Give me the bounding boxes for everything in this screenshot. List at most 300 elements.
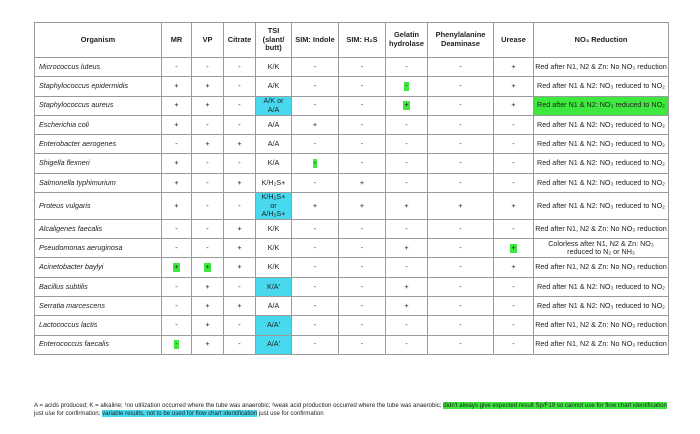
organism-name: Shigella flexneri [35,154,162,173]
result-value: - [175,339,178,349]
result-value: - [206,158,209,168]
result-value: + [174,158,179,168]
result-value: - [313,243,317,252]
no3-reduction-cell: Red after N1, N2 & Zn: No NO₃ reduction [534,335,669,354]
no3-reduction-cell: Red after N1 & N2: NO₃ reduced to NO₂ [534,277,669,296]
result-cell [224,154,256,173]
result-cell [192,335,224,354]
result-value: - [238,320,241,330]
table-row [35,193,669,220]
result-cell [386,193,428,220]
result-cell [162,193,192,220]
result-cell [339,58,386,77]
table-header [35,23,669,58]
result-value: - [512,281,515,291]
result-value: + [404,281,409,291]
result-cell [256,316,292,335]
no3-reduction-cell: Red after N1 & N2: NO₃ reduced to NO₂ [534,154,669,173]
no3-reduction-cell: Red after N1 & N2: NO₃ reduced to NO₂ [534,297,669,316]
result-value: + [237,177,242,187]
result-cell [339,239,386,258]
result-cell [224,297,256,316]
result-value: - [313,223,317,233]
result-cell [292,297,339,316]
result-cell [192,316,224,335]
result-cell [339,115,386,134]
result-value: - [360,320,364,330]
result-cell [494,239,534,258]
result-cell [192,58,224,77]
result-cell [494,96,534,115]
result-cell [224,96,256,115]
result-value: - [459,223,462,233]
organism-name: Micrococcus luteus [35,58,162,77]
result-value: A/A [267,300,280,310]
no3-reduction-cell: Red after N1 & N2: NO₃ reduced to NO₂ [534,135,669,154]
result-value: - [238,119,241,129]
result-cell [162,77,192,96]
result-cell [162,219,192,238]
organism-name: Serratia marcescens [35,297,162,316]
result-cell [224,173,256,192]
result-value: - [512,223,515,233]
result-cell [339,193,386,220]
result-value: - [459,320,462,330]
result-value: K/K [267,223,280,233]
result-value: - [512,320,515,330]
result-value: - [459,300,462,310]
result-value: + [237,262,242,272]
table-body [35,58,669,355]
result-value: - [313,300,317,310]
result-cell [386,335,428,354]
result-cell [292,258,339,277]
result-value: - [405,262,408,272]
result-cell [428,58,494,77]
result-value: - [360,139,364,149]
organism-name: Bacillus subtilis [35,277,162,296]
result-cell [224,193,256,220]
result-cell [386,297,428,316]
result-value: - [238,339,241,349]
result-value: + [237,300,242,310]
result-cell [256,193,292,220]
organism-name: Escherichia coli [35,115,162,134]
result-value: - [313,139,317,149]
result-cell [224,316,256,335]
result-cell [386,96,428,115]
biochemical-results-table [34,22,669,355]
table-row [35,239,669,258]
result-value: - [175,243,178,252]
result-cell [386,135,428,154]
result-cell [224,115,256,134]
result-value: - [175,223,178,233]
organism-name: Enterobacter aerogenes [35,135,162,154]
result-cell [256,239,292,258]
result-value: + [404,200,409,210]
result-cell [224,335,256,354]
result-cell [162,154,192,173]
result-value: + [174,262,179,272]
table-row [35,58,669,77]
result-cell [292,193,339,220]
results-table-container [34,22,668,355]
result-cell [428,335,494,354]
result-cell [292,115,339,134]
result-cell [428,277,494,296]
column-header: VP [192,23,224,58]
result-value: - [405,320,408,330]
result-cell [339,297,386,316]
result-cell [339,135,386,154]
result-cell [192,219,224,238]
result-cell [192,193,224,220]
column-header: Gelatin hydrolase [386,23,428,58]
result-cell [256,335,292,354]
result-value: A/A' [267,339,280,349]
result-cell [292,96,339,115]
result-value: - [512,300,515,310]
result-cell [162,96,192,115]
result-value: - [206,177,209,187]
result-cell [339,258,386,277]
result-value: - [313,320,317,330]
result-value: - [313,177,317,187]
result-value: + [205,339,210,349]
result-cell [292,135,339,154]
result-value: A/K or A/A [263,96,284,114]
table-row [35,258,669,277]
result-value: - [459,177,462,187]
result-cell [428,193,494,220]
column-header: Organism [35,23,162,58]
result-cell [224,135,256,154]
result-cell [292,277,339,296]
result-value: + [404,300,409,310]
table-row [35,135,669,154]
result-cell [339,316,386,335]
result-value: + [205,81,210,91]
result-value: - [459,81,462,91]
table-row [35,335,669,354]
result-value: - [175,61,178,71]
result-value: - [206,243,209,252]
result-value: + [205,100,210,110]
result-cell [428,154,494,173]
organism-name: Salmonella typhimurium [35,173,162,192]
result-value: - [360,281,364,291]
result-value: - [405,81,408,91]
result-cell [162,335,192,354]
result-value: A/A [267,119,280,129]
result-value: - [360,100,364,110]
result-value: + [237,243,242,252]
result-value: - [405,139,408,149]
result-value: + [458,200,463,210]
result-value: K/H₂S+ [261,177,286,187]
table-row [35,154,669,173]
no3-reduction-cell: Red after N1, N2 & Zn: No NO₃ reduction [534,316,669,335]
result-value: - [459,339,462,349]
result-value: - [459,158,462,168]
result-cell [386,77,428,96]
result-cell [494,154,534,173]
result-value: + [174,81,179,91]
result-cell [256,258,292,277]
result-cell [339,173,386,192]
result-value: A/A' [267,320,280,330]
result-cell [339,277,386,296]
result-cell [494,219,534,238]
column-header: MR [162,23,192,58]
result-value: - [313,100,317,110]
result-value: + [404,243,409,252]
result-value: - [360,81,364,91]
result-cell [494,316,534,335]
result-cell [494,135,534,154]
result-value: - [206,200,209,210]
result-cell [339,77,386,96]
no3-reduction-cell: Red after N1 & N2: NO₃ reduced to NO₂ [534,96,669,115]
result-cell [292,316,339,335]
result-value: A/K [267,81,280,91]
footnote-text-3: just use for confirmation [257,410,324,417]
result-cell [256,173,292,192]
organism-name: Alcaligenes faecalis [35,219,162,238]
result-value: + [511,243,516,252]
organism-name: Staphylococcus aureus [35,96,162,115]
result-cell [162,135,192,154]
result-value: - [238,200,241,210]
no3-reduction-cell: Red after N1 & N2: NO₃ reduced to NO₂ [534,77,669,96]
table-row [35,77,669,96]
organism-name: Lactococcus lactis [35,316,162,335]
result-value: K/H₂S+ or A/H₂S+ [261,192,286,219]
result-cell [494,58,534,77]
column-header: SIM: H₂S [339,23,386,58]
no3-reduction-cell: Red after N1 & N2: NO₃ reduced to NO₂ [534,173,669,192]
result-value: - [175,320,178,330]
footnote-green-note: didn't always give expected result Sp/F19 so cannot use for flow chart identification [443,402,667,409]
result-cell [256,297,292,316]
result-cell [192,135,224,154]
result-value: - [459,61,462,71]
column-header: TSI (slant/ butt) [256,23,292,58]
result-value: - [405,119,408,129]
result-value: - [238,81,241,91]
result-value: K/K [267,61,280,71]
result-value: - [405,61,408,71]
result-cell [428,239,494,258]
result-value: - [405,158,408,168]
result-value: - [512,139,515,149]
result-value: K/A' [267,281,280,291]
result-cell [162,277,192,296]
result-value: - [313,61,317,71]
footnote-text-2: just use for confirmation; [34,410,103,417]
footnote [34,402,668,418]
result-cell [162,239,192,258]
result-cell [428,316,494,335]
result-value: + [359,177,365,187]
result-cell [292,77,339,96]
result-cell [292,154,339,173]
result-cell [162,115,192,134]
result-value: + [174,100,179,110]
result-value: - [238,100,241,110]
result-cell [292,335,339,354]
result-value: - [459,100,462,110]
result-value: + [205,262,210,272]
result-cell [256,115,292,134]
result-cell [292,173,339,192]
result-cell [224,258,256,277]
column-header: Urease [494,23,534,58]
result-cell [192,77,224,96]
result-value: + [511,100,516,110]
result-cell [386,239,428,258]
no3-reduction-cell: Red after N1 & N2: NO₃ reduced to NO₂ [534,193,669,220]
result-value: - [313,262,317,272]
no3-reduction-cell: Red after N1, N2 & Zn: No NO₃ reduction [534,258,669,277]
result-cell [292,58,339,77]
result-cell [339,96,386,115]
result-cell [494,258,534,277]
result-value: + [174,119,179,129]
result-cell [256,277,292,296]
result-value: + [312,119,318,129]
organism-name: Proteus vulgaris [35,193,162,220]
result-value: - [175,281,178,291]
result-cell [386,173,428,192]
result-cell [192,96,224,115]
result-value: - [360,158,364,168]
result-cell [256,77,292,96]
organism-name: Acinetobacter baylyi [35,258,162,277]
result-cell [256,96,292,115]
result-cell [192,258,224,277]
column-header: NO₃ Reduction [534,23,669,58]
result-value: A/A [267,139,280,149]
result-cell [256,135,292,154]
result-cell [386,115,428,134]
result-cell [494,335,534,354]
result-value: + [174,177,179,187]
result-value: - [206,119,209,129]
result-cell [292,239,339,258]
result-value: - [405,177,408,187]
result-value: + [511,81,516,91]
result-cell [428,173,494,192]
result-value: - [313,158,317,168]
table-row [35,173,669,192]
result-value: - [405,223,408,233]
result-value: - [313,281,317,291]
no3-reduction-cell: Colorless after N1, N2 & Zn: NO₃ reduced to N₂ or NH₃ [534,239,669,258]
result-value: - [313,81,317,91]
result-value: + [511,61,516,71]
table-row [35,219,669,238]
result-value: + [237,139,242,149]
result-value: - [512,339,515,349]
result-cell [192,115,224,134]
result-value: - [512,177,515,187]
result-cell [428,77,494,96]
result-value: + [312,200,318,210]
result-value: - [360,339,364,349]
result-cell [224,77,256,96]
result-cell [494,297,534,316]
column-header: SIM: Indole [292,23,339,58]
result-cell [494,277,534,296]
result-value: - [360,61,364,71]
result-cell [339,219,386,238]
result-cell [386,277,428,296]
result-cell [256,219,292,238]
result-cell [494,193,534,220]
result-value: - [175,139,178,149]
organism-name: Pseudomonas aeruginosa [35,239,162,258]
result-value: + [404,100,409,110]
result-cell [428,115,494,134]
result-cell [386,154,428,173]
result-cell [224,219,256,238]
result-value: - [360,223,364,233]
footnote-cyan-note: variable results, not to be used for flow chart identification [102,410,258,417]
result-value: + [205,300,210,310]
result-value: K/K [267,262,280,272]
result-value: - [405,339,408,349]
result-cell [386,58,428,77]
no3-reduction-cell: Red after N1, N2 & Zn: No NO₃ reduction [534,219,669,238]
table-row [35,115,669,134]
result-cell [162,258,192,277]
result-value: - [512,119,515,129]
result-cell [256,154,292,173]
result-value: - [313,339,317,349]
no3-reduction-cell: Red after N1, N2 & Zn: No NO₃ reduction [534,58,669,77]
result-value: - [360,262,364,272]
result-value: + [205,139,210,149]
result-value: - [459,281,462,291]
result-value: + [359,200,365,210]
result-value: - [206,223,209,233]
no3-reduction-cell: Red after N1 & N2: NO₃ reduced to NO₂ [534,115,669,134]
organism-name: Staphylococcus epidermidis [35,77,162,96]
result-value: - [360,300,364,310]
table-row [35,277,669,296]
result-cell [339,154,386,173]
result-value: - [206,61,209,71]
result-value: - [360,243,364,252]
result-cell [192,173,224,192]
result-value: + [511,262,516,272]
result-value: - [459,243,462,252]
result-cell [428,219,494,238]
column-header: Phenylalanine Deaminase [428,23,494,58]
result-value: + [237,223,242,233]
column-header: Citrate [224,23,256,58]
result-cell [224,277,256,296]
result-cell [224,58,256,77]
table-row [35,316,669,335]
result-value: K/A [267,158,280,168]
result-cell [386,219,428,238]
result-cell [162,297,192,316]
result-cell [192,239,224,258]
result-value: - [459,262,462,272]
